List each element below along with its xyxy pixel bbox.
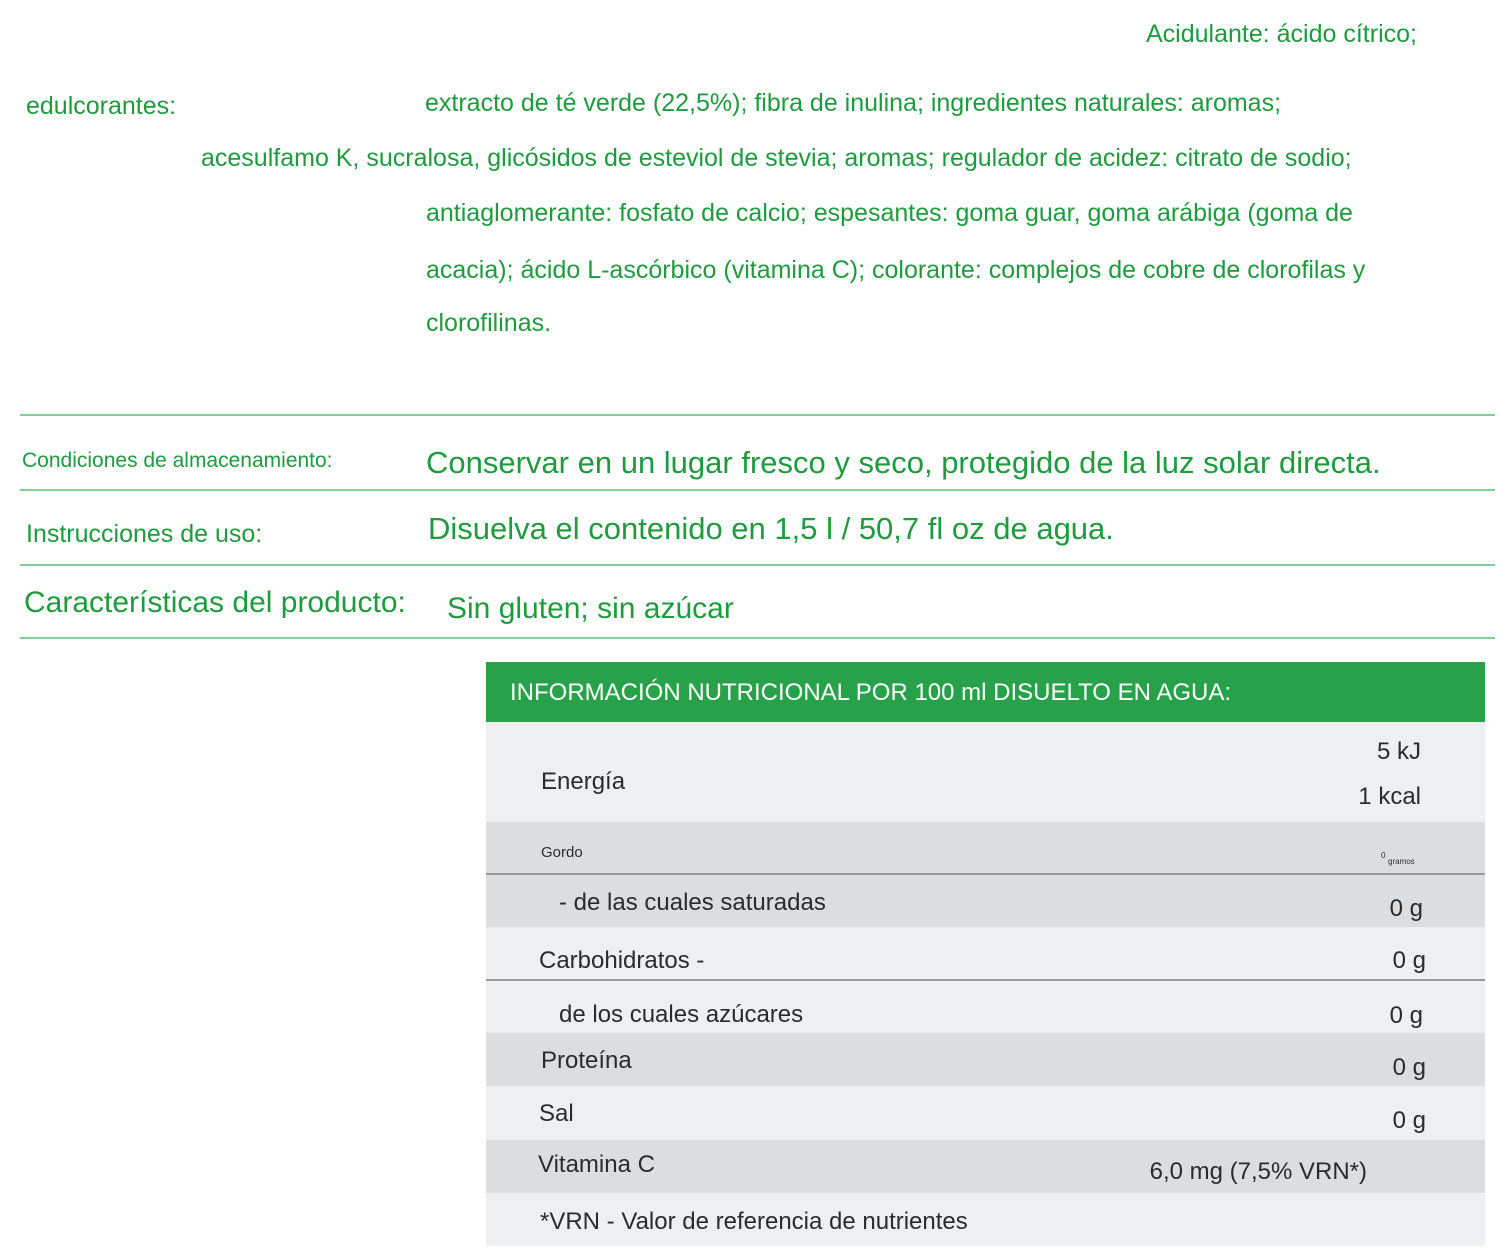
nutrition-row-salt [486, 1086, 1485, 1140]
nutrition-row-energy [486, 722, 1485, 822]
salt-value: 0 g [1392, 1107, 1426, 1134]
ingredients-line-5: acacia); ácido L-ascórbico (vitamina C); colorante: complejos de cobre de clorofilas y [426, 256, 1366, 284]
nutrition-row-sugars [486, 979, 1485, 1033]
features-label: Características del producto: [24, 586, 406, 619]
nutrition-table [486, 662, 1485, 1246]
storage-value: Conservar en un lugar fresco y seco, protegido de la luz solar directa. [426, 445, 1381, 480]
ingredients-label-edulcorantes: edulcorantes: [26, 92, 177, 120]
ingredients-line-2: extracto de té verde (22,5%); fibra de inulina; ingredientes naturales: aromas; [425, 89, 1282, 117]
salt-label: Sal [539, 1100, 574, 1127]
sugars-label: de los cuales azúcares [559, 1001, 804, 1028]
energy-kcal-value: 1 kcal [1358, 783, 1421, 810]
divider [20, 564, 1495, 566]
usage-value: Disuelva el contenido en 1,5 l / 50,7 fl oz de agua. [428, 511, 1114, 546]
carbs-label: Carbohidratos - [539, 947, 705, 974]
ingredients-line-4: antiaglomerante: fosfato de calcio; espesantes: goma guar, goma arábiga (goma de [426, 199, 1353, 227]
fat-value-unit: gramos [1388, 857, 1415, 866]
ingredients-line-acidulante: Acidulante: ácido cítrico; [1146, 20, 1417, 48]
vitamin-c-label: Vitamina C [538, 1151, 655, 1178]
saturated-value: 0 g [1389, 895, 1423, 922]
nutrition-row-vitamin-c [486, 1140, 1485, 1193]
ingredients-line-6: clorofilinas. [426, 309, 552, 337]
divider [20, 414, 1495, 416]
nutrition-footnote-row [486, 1193, 1485, 1246]
divider [20, 489, 1495, 491]
nutrition-row-carbs [486, 927, 1485, 979]
protein-label: Proteína [541, 1047, 632, 1074]
storage-label: Condiciones de almacenamiento: [22, 449, 333, 472]
fat-value-number: 0 [1381, 851, 1386, 860]
sugars-value: 0 g [1389, 1002, 1423, 1029]
nutrition-table-header: INFORMACIÓN NUTRICIONAL POR 100 ml DISUELTO EN AGUA: [486, 662, 1485, 722]
features-value: Sin gluten; sin azúcar [447, 592, 734, 625]
saturated-label: - de las cuales saturadas [559, 889, 826, 916]
protein-value: 0 g [1392, 1054, 1426, 1081]
divider [20, 637, 1495, 639]
usage-label: Instrucciones de uso: [26, 520, 263, 548]
carbs-value: 0 g [1392, 947, 1426, 974]
energy-label: Energía [541, 768, 626, 795]
footnote: *VRN - Valor de referencia de nutrientes [540, 1208, 968, 1235]
nutrition-row-fat [486, 822, 1485, 873]
vitamin-c-value: 6,0 mg (7,5% VRN*) [1149, 1158, 1367, 1185]
nutrition-row-protein [486, 1033, 1485, 1086]
ingredients-line-3: acesulfamo K, sucralosa, glicósidos de esteviol de stevia; aromas; regulador de acidez: citrato de sodio; [201, 144, 1352, 172]
fat-label: Gordo [541, 844, 583, 861]
energy-kj-value: 5 kJ [1376, 738, 1421, 765]
nutrition-row-saturated [486, 873, 1485, 927]
